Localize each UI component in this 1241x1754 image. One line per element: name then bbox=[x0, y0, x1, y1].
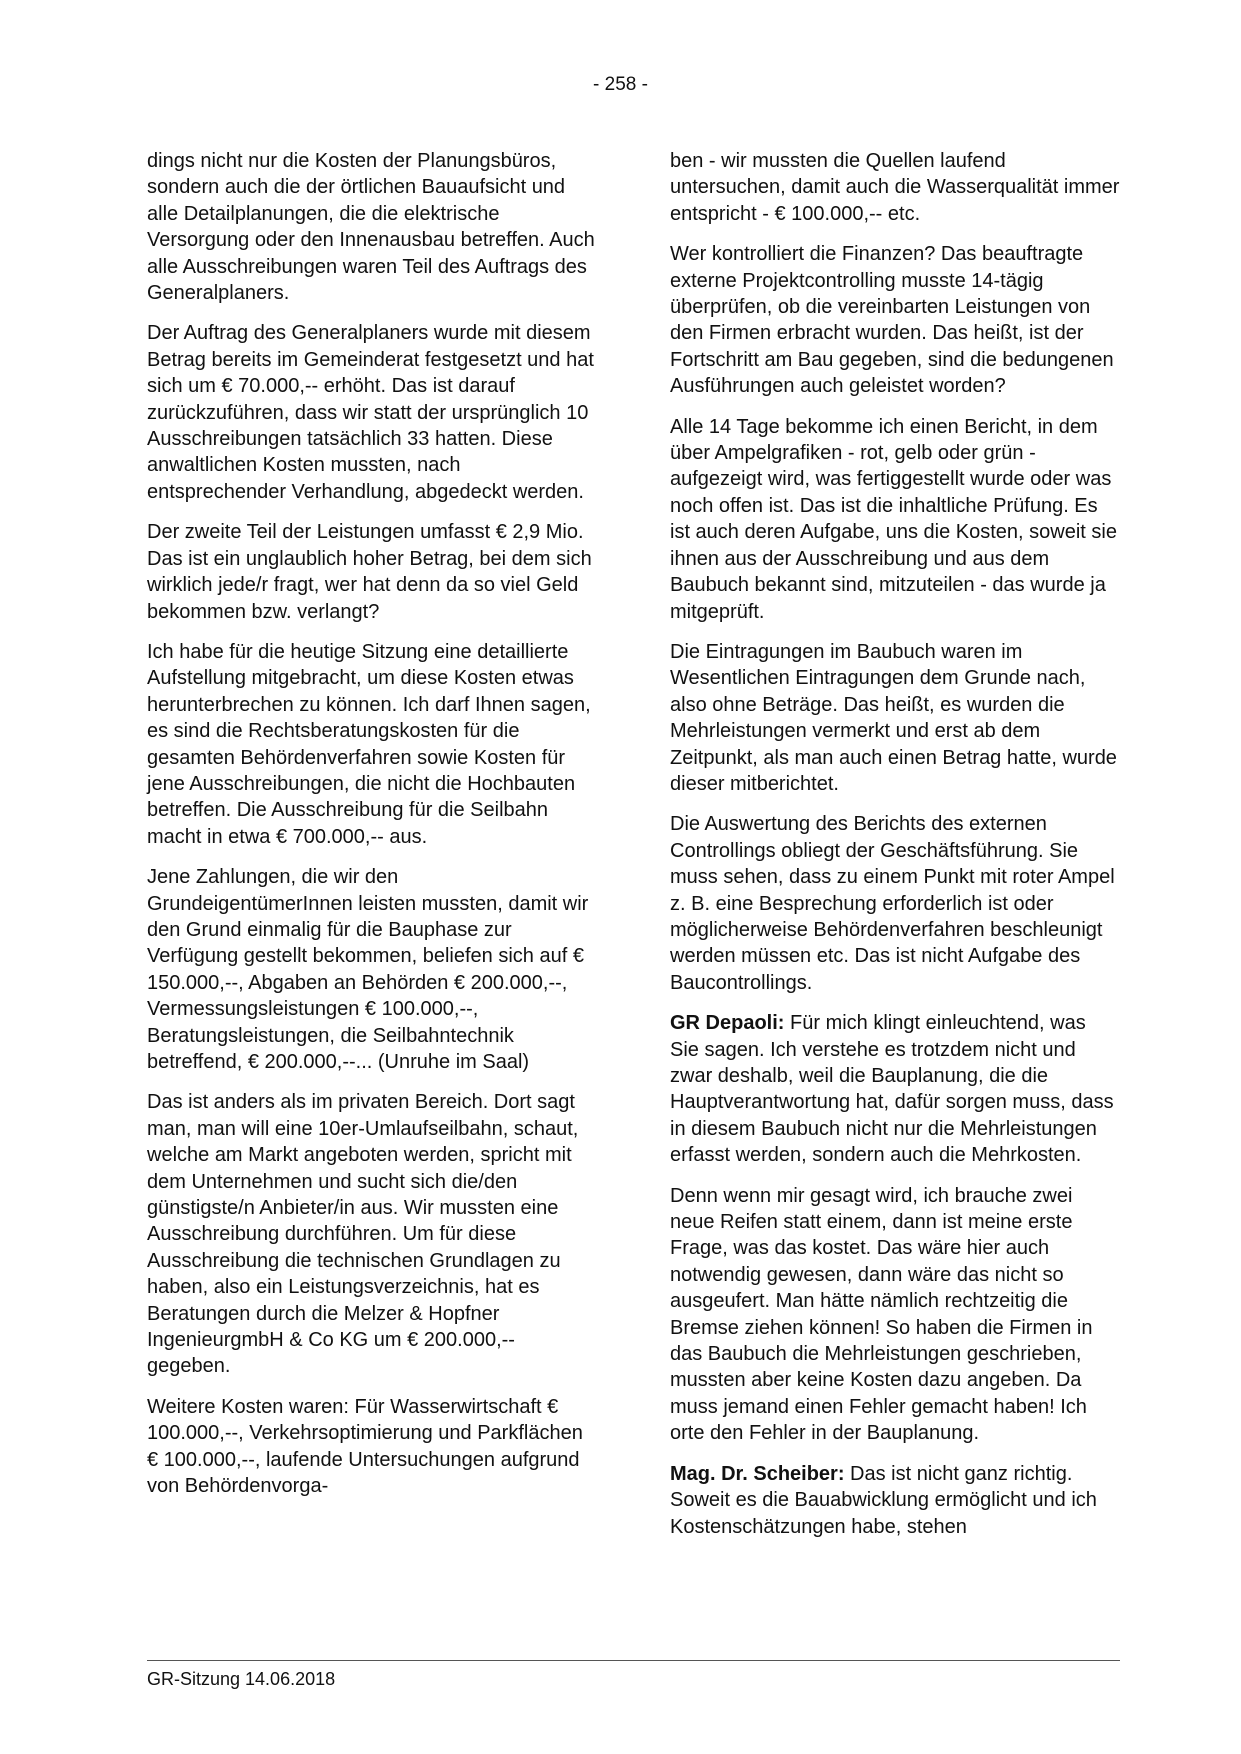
paragraph: Ich habe für die heutige Sitzung eine detaillierte Aufstellung mitgebracht, um diese Kosten etwas herunterbrechen zu können. Ich darf Ihnen sagen, es sind die Rechtsberatungskosten für die gesamten Behördenverfahren sowie Kosten für jene Ausschreibungen, die nicht die Hochbauten betreffen. Die Ausschreibung für die Seilbahn macht in etwa € 700.000,-- aus. bbox=[147, 640, 591, 848]
paragraph: Weitere Kosten waren: Für Wasserwirtschaft € 100.000,--, Verkehrsoptimierung und Parkflächen € 100.000,--, laufende Untersuchungen aufgrund von Behördenvorga- bbox=[147, 1395, 583, 1498]
speaker-text: Das ist nicht ganz richtig. Soweit es die Bauabwicklung ermöglicht und ich Kostenschätzungen habe, stehen bbox=[670, 1462, 1097, 1538]
paragraph: Der Auftrag des Generalplaners wurde mit diesem Betrag bereits im Gemeinderat festgesetzt und hat sich um € 70.000,-- erhöht. Das ist darauf zurückzuführen, dass wir statt der ursprünglich 10 Ausschreibungen tatsächlich 33 hatten. Diese anwaltlichen Kosten mussten, nach entsprechender Verhandlung, abgedeckt werden. bbox=[147, 322, 594, 503]
paragraph: Alle 14 Tage bekomme ich einen Bericht, in dem über Ampelgrafiken - rot, gelb oder grün - aufgezeigt wird, was fertiggestellt wurde oder was noch offen ist. Das ist die inhaltliche Prüfung. Es ist auch deren Aufgabe, uns die Kosten, soweit sie ihnen aus der Ausschreibung und aus dem Baubuch bekannt sind, mitzuteilen - das wurde ja mitgeprüft. bbox=[670, 415, 1117, 623]
paragraph: Die Eintragungen im Baubuch waren im Wesentlichen Eintragungen dem Grunde nach, also ohne Beträge. Das heißt, es wurden die Mehrleistungen vermerkt und erst ab dem Zeitpunkt, als man auch einen Betrag hatte, wurde dieser mitberichtet. bbox=[670, 640, 1117, 795]
footer-divider bbox=[147, 1660, 1120, 1661]
speaker-paragraph bbox=[670, 1010, 1120, 1168]
left-column bbox=[147, 148, 597, 1514]
paragraph: Jene Zahlungen, die wir den GrundeigentümerInnen leisten mussten, damit wir den Grund einmalig für die Bauphase zur Verfügung gestellt bekommen, beliefen sich auf € 150.000,--, Abgaben an Behörden € 200.000,--, Vermessungsleistungen € 100.000,--, Beratungsleistungen, die Seilbahntechnik betreffend, € 200.000,--... (Unruhe im Saal) bbox=[147, 866, 589, 1073]
page-number: - 258 - bbox=[593, 74, 648, 95]
speaker-name: Mag. Dr. Scheiber: bbox=[670, 1462, 845, 1485]
paragraph: dings nicht nur die Kosten der Planungsbüros, sondern auch die der örtlichen Bauaufsicht und alle Detailplanungen, die die elektrische Versorgung oder den Innenausbau betreffen. Auch alle Ausschreibungen waren Teil des Auftrags des Generalplaners. bbox=[147, 150, 595, 305]
speaker-paragraph bbox=[670, 1461, 1120, 1540]
paragraph: Wer kontrolliert die Finanzen? Das beauftragte externe Projektcontrolling musste 14-tägig überprüfen, ob die vereinbarten Leistungen von den Firmen erbracht wurden. Das heißt, ist der Fortschritt am Bau gegeben, sind die bedungenen Ausführungen auch geleistet worden? bbox=[670, 243, 1114, 398]
speaker-name: GR Depaoli: bbox=[670, 1012, 785, 1035]
paragraph: Der zweite Teil der Leistungen umfasst € 2,9 Mio. Das ist ein unglaublich hoher Betrag, bei dem sich wirklich jede/r fragt, wer hat denn da so viel Geld bekommen bzw. verlangt? bbox=[147, 521, 592, 623]
paragraph: ben - wir mussten die Quellen laufend untersuchen, damit auch die Wasserqualität immer entspricht - € 100.000,-- etc. bbox=[670, 150, 1120, 225]
right-column bbox=[670, 148, 1120, 1554]
paragraph: Das ist anders als im privaten Bereich. Dort sagt man, man will eine 10er-Umlaufseilbahn, schaut, welche am Markt angeboten werden, spricht mit dem Unternehmen und sucht sich die/den günstigste/n Anbieter/in aus. Wir mussten eine Ausschreibung durchführen. Um für diese Ausschreibung die technischen Grundlagen zu haben, also ein Leistungsverzeichnis, hat es Beratungen durch die Melzer & Hopfner IngenieurgmbH & Co KG um € 200.000,-- gegeben. bbox=[147, 1091, 579, 1378]
paragraph: Denn wenn mir gesagt wird, ich brauche zwei neue Reifen statt einem, dann ist meine erste Frage, was das kostet. Das wäre hier auch notwendig gewesen, dann wäre das nicht so ausgeufert. Man hätte nämlich rechtzeitig die Bremse ziehen können! So haben die Firmen in das Baubuch die Mehrleistungen geschrieben, mussten aber keine Kosten dazu angeben. Da muss jemand einen Fehler gemacht haben! Ich orte den Fehler in der Bauplanung. bbox=[670, 1184, 1093, 1445]
footer-text: GR-Sitzung 14.06.2018 bbox=[147, 1669, 336, 1689]
paragraph: Die Auswertung des Berichts des externen Controllings obliegt der Geschäftsführung. Sie muss sehen, dass zu einem Punkt mit roter Ampel z. B. eine Besprechung erforderlich ist oder möglicherweise Behördenverfahren beschleunigt werden müssen etc. Das ist nicht Aufgabe des Baucontrollings. bbox=[670, 813, 1115, 994]
speaker-text: Für mich klingt einleuchtend, was Sie sagen. Ich verstehe es trotzdem nicht und zwar deshalb, weil die Bauplanung, die die Hauptverantwortung hat, dafür sorgen muss, dass in diesem Baubuch nicht nur die Mehrleistungen erfasst werden, sondern auch die Mehrkosten. bbox=[670, 1012, 1114, 1167]
